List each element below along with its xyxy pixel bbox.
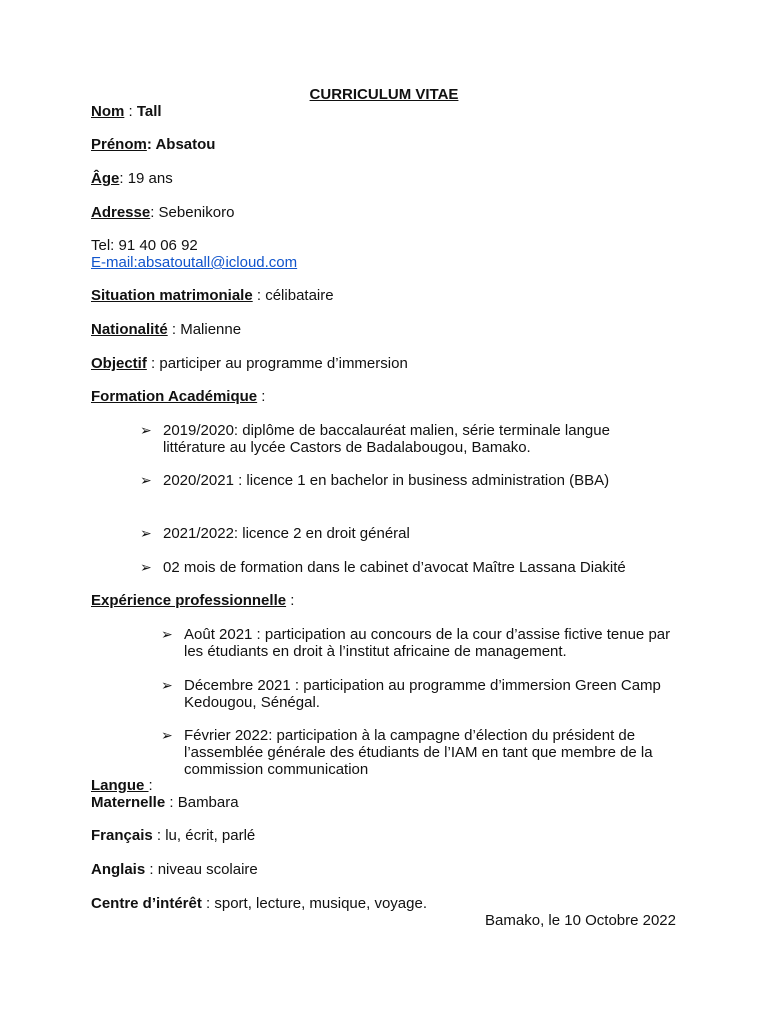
arrow-bullet-icon: ➢ [140, 525, 152, 541]
formation-item-text: 2019/2020: diplôme de baccalauréat malien, série terminale langue littérature au lycée Castors de Badalabougou, Bamako. [163, 422, 610, 456]
centre-line [91, 895, 427, 912]
objectif-label: Objectif [91, 355, 147, 372]
experience-item-text: Décembre 2021 : participation au programme d’immersion Green Camp Kedougou, Sénégal. [184, 677, 661, 711]
arrow-bullet-icon: ➢ [161, 727, 173, 743]
nationalite-value: Malienne [180, 321, 242, 338]
anglais-value: niveau scolaire [157, 861, 258, 878]
formation-label: Formation Académique [91, 388, 258, 405]
nationalite-label: Nationalité [91, 321, 168, 338]
age-sep: : [119, 170, 128, 187]
adresse-label: Adresse [91, 204, 151, 221]
maternelle-sep: : [165, 794, 178, 811]
objectif-line [91, 355, 408, 372]
prenom-label: Prénom [91, 136, 147, 153]
nationalite-sep: : [167, 321, 181, 338]
anglais-label: Anglais [91, 861, 146, 878]
formation-item [140, 559, 660, 576]
langue-label: Langue [91, 777, 149, 794]
experience-item [161, 626, 681, 660]
adresse-sep: : [150, 204, 159, 221]
formation-heading [91, 388, 265, 405]
francais-label: Français [91, 827, 153, 844]
arrow-bullet-icon: ➢ [140, 559, 152, 575]
langue-heading [91, 777, 153, 794]
centre-sep: : [201, 895, 215, 912]
arrow-bullet-icon: ➢ [161, 677, 173, 693]
date-line: Bamako, le 10 Octobre 2022 [485, 912, 676, 929]
prenom-value: Absatou [155, 136, 216, 153]
experience-item [161, 727, 681, 778]
arrow-bullet-icon: ➢ [140, 472, 152, 488]
formation-item [140, 422, 660, 456]
prenom-line [91, 136, 215, 153]
prenom-sep: : [146, 136, 156, 153]
experience-sep: : [286, 592, 295, 609]
nom-sep: : [124, 103, 137, 120]
situation-sep: : [252, 287, 266, 304]
experience-item-text: Février 2022: participation à la campagne d’élection du président de l’assemblée générale des étudiants de l’IAM en tant que membre de la commission communication [184, 727, 653, 778]
formation-item-text: 2021/2022: licence 2 en droit général [163, 525, 410, 542]
anglais-line [91, 861, 258, 878]
formation-item-text: 02 mois de formation dans le cabinet d’avocat Maître Lassana Diakité [163, 559, 626, 576]
nom-line [91, 103, 162, 120]
langue-sep: : [148, 777, 153, 794]
francais-line [91, 827, 255, 844]
formation-item [140, 525, 660, 542]
maternelle-value: Bambara [177, 794, 239, 811]
nationalite-line [91, 321, 241, 338]
experience-heading [91, 592, 294, 609]
arrow-bullet-icon: ➢ [161, 626, 173, 642]
cv-title: CURRICULUM VITAE [309, 86, 459, 103]
age-line [91, 170, 173, 187]
formation-item [140, 472, 660, 489]
experience-label: Expérience professionnelle [91, 592, 287, 609]
centre-value: sport, lecture, musique, voyage. [214, 895, 427, 912]
formation-sep: : [257, 388, 266, 405]
experience-item-text: Août 2021 : participation au concours de la cour d’assise fictive tenue par les étudiants en droit à l’institut africaine de management. [184, 626, 671, 660]
adresse-value: Sebenikoro [158, 204, 235, 221]
maternelle-line [91, 794, 239, 811]
objectif-value: participer au programme d’immersion [159, 355, 408, 372]
situation-value: célibataire [265, 287, 334, 304]
maternelle-label: Maternelle [91, 794, 166, 811]
adresse-line [91, 204, 234, 221]
experience-item [161, 677, 681, 711]
email-link[interactable]: E-mail:absatoutall@icloud.com [91, 254, 298, 271]
tel-line: Tel: 91 40 06 92 [91, 237, 198, 254]
arrow-bullet-icon: ➢ [140, 422, 152, 438]
age-value: 19 ans [127, 170, 173, 187]
situation-label: Situation matrimoniale [91, 287, 253, 304]
age-label: Âge [91, 170, 120, 187]
situation-line [91, 287, 334, 304]
nom-label: Nom [91, 103, 125, 120]
nom-value: Tall [136, 103, 162, 120]
formation-item-text: 2020/2021 : licence 1 en bachelor in business administration (BBA) [163, 472, 610, 489]
francais-value: lu, écrit, parlé [165, 827, 256, 844]
objectif-sep: : [146, 355, 160, 372]
centre-label: Centre d’intérêt [91, 895, 202, 912]
francais-sep: : [152, 827, 166, 844]
anglais-sep: : [145, 861, 158, 878]
